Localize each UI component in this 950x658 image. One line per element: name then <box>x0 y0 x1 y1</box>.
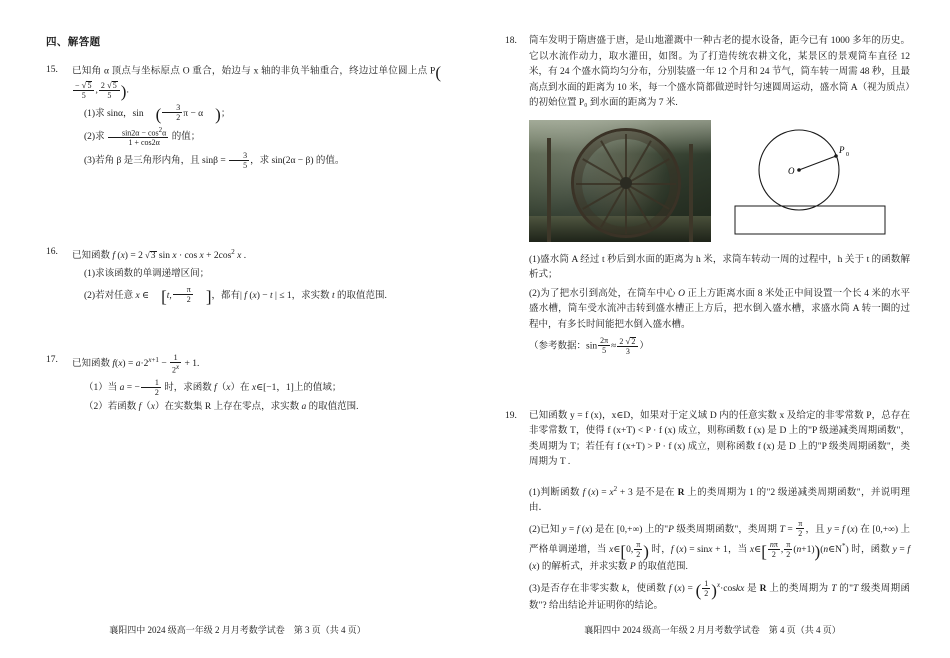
footer-exam-title: 襄阳四中 2024 级高一年级 2 月月考数学试卷 <box>109 625 285 635</box>
question-stem: 已知函数 y = f (x)，x∈D，如果对于定义域 D 内的任意实数 x 及给定的非零常数 P，总存在非零常数 T，使得 f (x+T) < P · f (x) 成立，则称函数 f (x) 是 D 上的"P 级递减类周期函数"，类周期为 T；若任有 f (x+T) > P · f (x) 成立，则称函数 f (x) 是 D 上的"P 级类周期函数"，类周期为 T . <box>529 410 910 468</box>
footer-exam-title: 襄阳四中 2024 级高一年级 2 月月考数学试卷 <box>584 625 760 635</box>
question-19-subs <box>505 479 910 615</box>
question-number: 17. <box>46 355 58 366</box>
sub-question-15-2: (2)求 $\frac{\sin 2\alpha - \cos^2\alpha}{1 + \cos 2\alpha}$ 的值； <box>84 125 201 148</box>
paren-open: ( <box>435 63 441 82</box>
question-number: 15. <box>46 65 58 75</box>
question-stem-text: 已知角 α 顶点与坐标原点 O 重合，始边与 x 轴的非负半轴重合，终边过单位圆上点 P <box>72 66 436 77</box>
question-16 <box>46 245 441 306</box>
page-footer-right <box>475 623 950 636</box>
page-footer-left <box>0 623 475 636</box>
question-number: 19. <box>505 410 517 421</box>
p0-subscript: 0 <box>846 151 849 158</box>
sub-question-17-2: （2）若函数 f（x）在实数集 R 上存在零点，求实数 a 的取值范围. <box>84 402 359 413</box>
section-title: 四、解答题 <box>46 37 101 48</box>
sub-question-15-1: (1)求 sinα，sin ( $\frac{3}{2}$ π − α )； <box>84 103 231 124</box>
footer-page-number: 第 4 页（共 4 页） <box>768 625 841 635</box>
question-stem: 已知角 α 顶点与坐标原点 O 重合，始边与 x 轴的非负半轴重合，终边过单位圆上点 P( $\frac{- √ 5}{5}$ , $\frac{2 √ 5}{5}$ ). (1)求 sinα，sin ( $\frac{3}{2}$ π − α )； (2)求 $\frac{\sin 2\alpha - \cos^2\alpha}{1 + \cos 2\alpha}$ 的值； (3)若角 β 是三角形内角，且 sinβ = $\frac{3}{5}$ ，求 sin(2α − β) 的值。 <box>72 63 441 171</box>
waterwheel-diagram-svg <box>725 120 903 242</box>
sub-question-15-3: (3)若角 β 是三角形内角，且 sinβ = $\frac{3}{5}$ ，求 sin(2α − β) 的值。 <box>84 150 345 170</box>
sub-question-16-1: (1)求该函数的单调递增区间； <box>84 269 210 280</box>
point-y-coordinate: $\frac{2 √ 5}{5}$ <box>99 80 120 101</box>
radius-line <box>799 156 836 170</box>
sub-question-17-1: （1）当 a = − $\frac{1}{2}$ 时，求函数 f（x）在 x∈[−1，1]上的值域； <box>84 377 342 397</box>
question-stem: 筒车发明于隋唐盛于唐，是山地灌溉中一种古老的提水设备，距今已有 1000 多年的历史。它以水流作动力，取水灌田，如图。为了打造传统农耕文化，某景区的景观筒车直径 12 米，有 24 个盛水筒均匀分布，分别装盛一年 12 个月和 24 节气，筒车转一周需 48 秒，且最高点到水面的距离为 10 米，每一个盛水筒都做逆时针匀速圆周运动，盛水筒 A（视为质点）的初始位置 P₀ 到水面的距离为 7 米. <box>529 36 910 108</box>
page-column-right <box>475 0 950 658</box>
point-x-coordinate: $\frac{- √ 5}{5}$ <box>73 80 94 101</box>
sub-question-16-2: (2)若对任意 x ∈ [t, $\frac{\pi}{2}$ ]，都有| f (x) − t | ≤ 1，求实数 t 的取值范围. <box>84 285 387 306</box>
center-label: O <box>788 165 795 176</box>
sub-question-18-reference: （参考数据：sin $\frac{2\pi}{5}$ ≈ $\frac{2 √ 2}{3}$ ） <box>529 336 910 357</box>
question-17 <box>46 353 441 416</box>
sub-question-19-1: (1)判断函数 f $(x) = x^2 + 3$ 是不是在 R 上的类周期为 1 的"2 级递减类周期函数"，并说明理由． <box>529 484 910 514</box>
sub-question-18-1: (1)盛水筒 A 经过 t 秒后到水面的距离为 h 米，求筒车转动一周的过程中，h 关于 t 的函数解析式； <box>529 254 910 280</box>
question-number: 16. <box>46 246 58 257</box>
question-18 <box>505 34 910 112</box>
waterwheel-rim <box>571 128 681 238</box>
paren-close: ) <box>120 81 127 101</box>
question-number: 18. <box>505 36 517 46</box>
sub-question-18-2: (2)为了把水引到高处，在筒车中心 O 正上方距离水面 8 米处正中间设置一个长 4 米的水平盛水槽，筒车受水流冲击转到盛水槽正上方后，把水倒入盛水槽，求盛水筒 A 转一圈的过程中，有多长时间能把水倒入盛水槽。 <box>529 288 910 330</box>
question-stem: 已知函数 f (x) = 2 √ 3 $\sin x \cdot \cos x + 2\cos^2$ x . (1)求该函数的单调递增区间； (2)若对任意 x ∈ [t, $\frac{\pi}{2}$ ]，都有| f (x) − t | ≤ 1，求实数 t 的取值范围. <box>72 245 441 306</box>
question-stem-tail: . <box>126 85 129 96</box>
waterwheel-diagram <box>725 120 903 242</box>
footer-page-number: 第 3 页（共 4 页） <box>293 625 366 635</box>
water-surface-box <box>735 206 885 234</box>
p0-dot <box>834 154 838 158</box>
sub-question-19-2: (2)已知 y = f (x) 是在 [0,+∞) 上的"P 级类周期函数"，类周期 T = $\frac{\pi}{2}$ ，且 y = f (x) 在 [0,+∞) 上严格单调递增，当 x∈[0, $\frac{\pi}{2}$ ) 时，f (x) = sinx + 1，当 x∈[ $\frac{n\pi}{2}$ , $\frac{\pi}{2}$ (n+1))(n∈N*) 时，函数 y = f (x) 的解析式，并求实数 P 的取值范围. <box>529 519 911 572</box>
question-19 <box>505 409 910 471</box>
question-stem: 已知函数 $f(x) = a\cdot 2^{x+1}$ − $\frac{1}{2^x}$ + 1. （1）当 a = − $\frac{1}{2}$ 时，求函数 f（x）在 x∈[−1，1]上的值域； （2）若函数 f（x）在实数集 R 上存在零点，求实数 a 的取值范围. <box>72 353 441 416</box>
waterwheel-photo <box>529 120 711 242</box>
question-15 <box>46 63 441 171</box>
question-18-subs <box>505 250 910 357</box>
sub-question-19-3: (3)是否存在非零实数 k，使函数 f (x) = ( $\frac{1}{2}$ )$^x$·coskx 是 R 上的类周期为 T 的"T 级类周期函数"? 给出结论并证明你的结论。 <box>529 579 910 611</box>
p0-label: P <box>839 144 845 155</box>
question-18-figures <box>529 120 910 242</box>
